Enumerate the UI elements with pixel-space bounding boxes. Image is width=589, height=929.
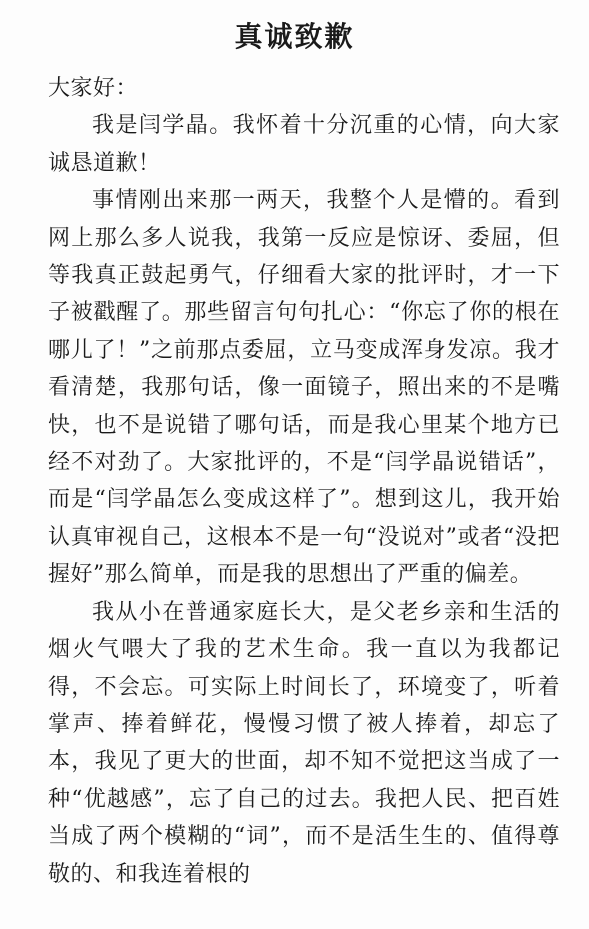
greeting: 大家好： [48,76,139,101]
document-body [48,70,560,893]
document-title: 真诚致歉 [234,20,355,53]
paragraph-1: 我是闫学晶。我怀着十分沉重的心情，向大家诚恳道歉！ [48,113,560,176]
paragraph-3: 我从小在普通家庭长大，是父老乡亲和生活的烟火气喂大了我的艺术生命。我一直以为我都记得，不会忘。可实际上时间长了，环境变了，听着掌声、捧着鲜花，慢慢习惯了被人捧着，却忘了本，我见了更大的世面，却不知不觉把这当成了一种“优越感”，忘了自己的过去。我把人民、把百姓当成了两个模糊的“词”，而不是活生生的、值得尊敬的、和我连着根的 [48,599,560,887]
paragraph-2: 事情刚出来那一两天，我整个人是懵的。看到网上那么多人说我，我第一反应是惊讶、委屈，但等我真正鼓起勇气，仔细看大家的批评时，才一下子被戳醒了。那些留言句句扎心：“你忘了你的根在哪儿了！”之前那点委屈，立马变成浑身发凉。我才看清楚，我那句话，像一面镜子，照出来的不是嘴快，也不是说错了哪句话，而是我心里某个地方已经不对劲了。大家批评的，不是“闫学晶说错话”，而是“闫学晶怎么变成这样了”。想到这儿，我开始认真审视自己，这根本不是一句“没说对”或者“没把握好”那么简单，而是我的思想出了严重的偏差。 [48,188,560,588]
